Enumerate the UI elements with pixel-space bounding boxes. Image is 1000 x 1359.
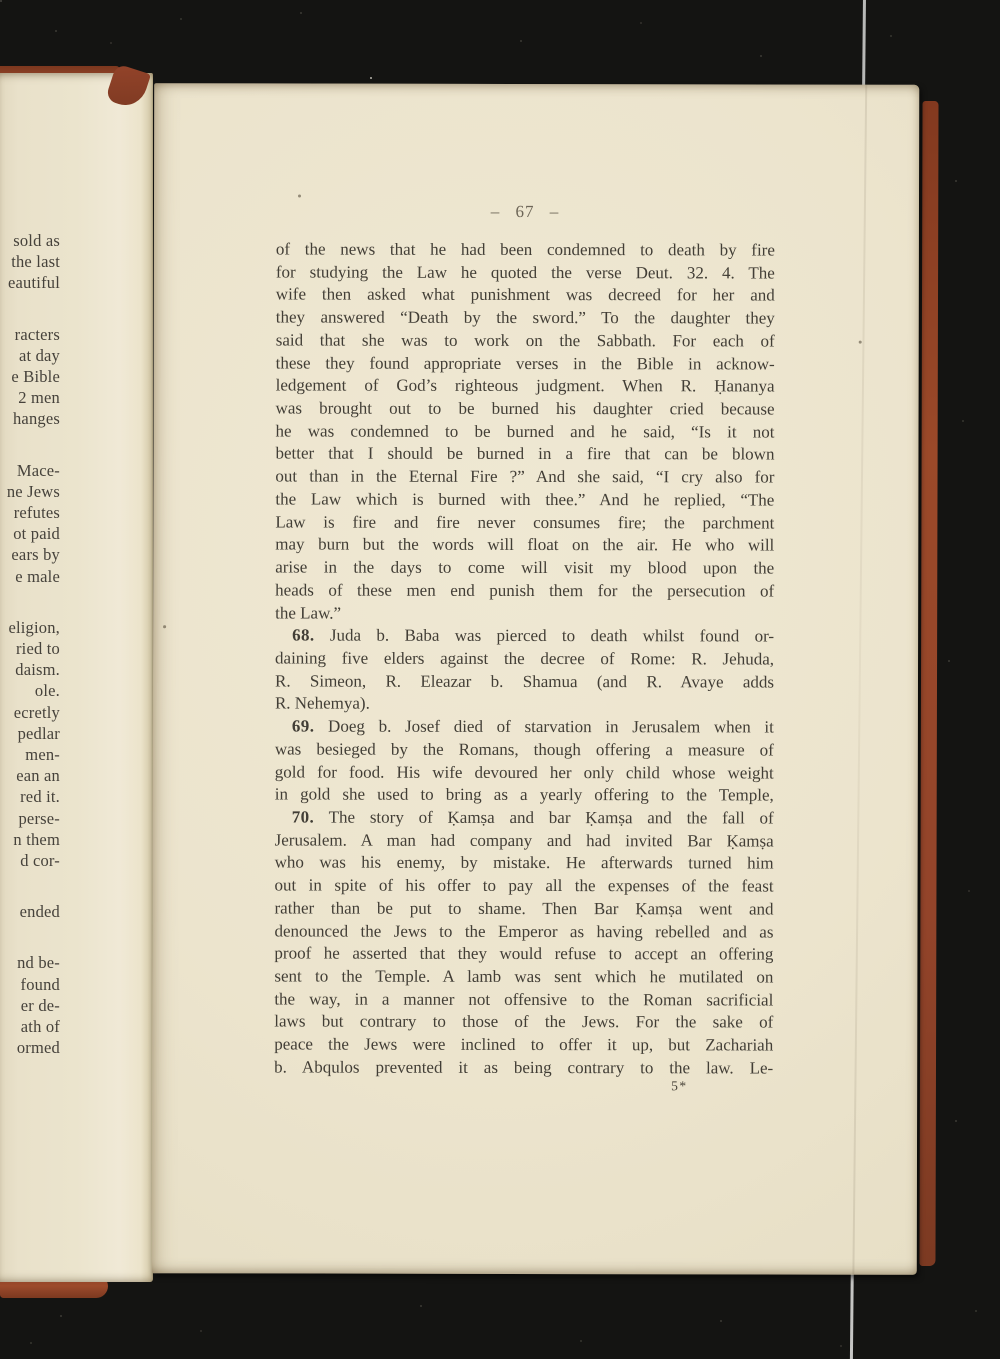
- left-page-line-fragment: ath of: [20, 1017, 60, 1037]
- left-page-line-fragment: ears by: [11, 545, 60, 565]
- left-page-paragraph-gap: [0, 922, 60, 952]
- text-line: these they found appropriate verses in the Bible in acknow-: [275, 353, 775, 374]
- text-line: peace the Jews were inclined to offer it up, but Zachariah: [274, 1034, 774, 1055]
- text-line: laws but contrary to those of the Jews. For the sake of: [274, 1011, 774, 1032]
- left-page-line-fragment: red it.: [20, 787, 60, 807]
- left-page-line-fragment: ecretly: [13, 702, 60, 722]
- left-page-paragraph-gap: [0, 587, 60, 617]
- left-page-line-fragment: sold as: [13, 231, 60, 250]
- left-page-line-fragment: ried to: [15, 639, 60, 659]
- left-page-line-fragment: n them: [13, 829, 60, 849]
- text-line: daining five elders against the decree of Rome: R. Jehuda,: [275, 648, 775, 669]
- text-line: of the news that he had been condemned to death by fire: [275, 239, 775, 260]
- paragraph-number: 70.: [291, 807, 315, 827]
- left-page-line-fragment: er de-: [20, 995, 60, 1015]
- signature-mark: 5*: [671, 1078, 688, 1094]
- left-page-line-fragment: 2 men: [18, 388, 60, 408]
- text-line: heads of these men end punish them for the persecution of: [275, 580, 775, 601]
- text-line: was brought out to be burned his daughter cried because: [275, 398, 775, 419]
- book-cover-edge-right: [919, 101, 938, 1266]
- dust-speck: [859, 341, 862, 344]
- text-line: they answered “Death by the sword.” To the daughter they: [275, 307, 775, 328]
- left-page-paragraph-gap: [0, 871, 60, 901]
- left-page-line-fragment: refutes: [13, 503, 60, 523]
- text-line: may burn but the words will float on the air. He who will: [275, 534, 775, 555]
- left-page-line-fragment: pedlar: [17, 723, 60, 743]
- text-line: b. Abqulos prevented it as being contrary to the law. Le-: [274, 1057, 774, 1078]
- text-line: the Law.”: [275, 602, 342, 623]
- page-text-block: [274, 238, 775, 1080]
- left-page-line-fragment: eautiful: [8, 273, 60, 293]
- dust-speck: [298, 195, 301, 198]
- text-line: was besieged by the Romans, though offering a measure of: [274, 739, 774, 760]
- book-page: [152, 83, 919, 1275]
- text-line: Law is fire and fire never consumes fire; the parchment: [275, 512, 775, 533]
- text-line: in gold she used to bring as a yearly offering to the Temple,: [274, 784, 774, 805]
- left-page-line-fragment: e male: [15, 566, 60, 586]
- left-page-line-fragment: ended: [19, 902, 60, 922]
- left-page-line-fragment: hanges: [12, 409, 60, 429]
- text-line: denounced the Jews to the Emperor as having rebelled and as: [274, 921, 774, 942]
- text-line: said that she was to work on the Sabbath. For each of: [275, 330, 775, 351]
- left-page-line-fragment: men-: [25, 745, 60, 765]
- paragraph-number: 68.: [292, 625, 315, 645]
- left-page-line-fragment: e Bible: [11, 367, 60, 387]
- left-page-line-fragment: ot paid: [13, 524, 60, 544]
- left-page-line-fragment: ole.: [34, 681, 60, 701]
- text-line: better that I should be burned in a fire that can be blown: [275, 443, 775, 464]
- text-line: wife then asked what punishment was decreed for her and: [275, 284, 775, 305]
- text-line: out in spite of his offer to pay all the expenses of the feast: [274, 875, 774, 896]
- text-line: he was condemned to be burned and he said, “Is it not: [275, 421, 775, 442]
- left-page-line-fragment: ne Jews: [6, 481, 60, 501]
- left-page-line-fragment: the last: [11, 252, 60, 272]
- text-line: proof he asserted that they would refuse to accept an offering: [274, 943, 774, 964]
- text-line: gold for food. His wife devoured her only child whose weight: [274, 761, 774, 783]
- text-line: rather than be put to shame. Then Bar Ḳamṣa went and: [274, 898, 774, 919]
- left-page-line-fragment: daism.: [15, 660, 60, 680]
- text-line: 70. The story of Ḳamṣa and bar Ḳamṣa and the fall of: [291, 807, 774, 828]
- left-page-line-fragment: Mace-: [16, 460, 60, 480]
- paragraph-number: 69.: [291, 716, 315, 736]
- left-page-line-fragment: at day: [18, 345, 60, 365]
- page-number-header: – 67 –: [490, 201, 560, 222]
- text-line: who was his enemy, by mistake. He afterwards turned him: [274, 852, 774, 873]
- text-line: sent to the Temple. A lamb was sent which he mutilated on: [274, 966, 774, 987]
- text-line: R. Nehemya).: [274, 693, 370, 714]
- text-line: the Law which is burned with thee.” And he replied, “The: [275, 489, 775, 510]
- left-page-line-fragment: eligion,: [8, 617, 60, 637]
- left-page-line-fragment: racters: [14, 324, 60, 344]
- text-line: Jerusalem. A man had company and had invited Bar Ḳamṣa: [274, 830, 774, 851]
- text-line: 69. Doeg b. Josef died of starvation in Jerusalem when it: [291, 716, 774, 737]
- text-line: 68. Juda b. Baba was pierced to death whilst found or-: [292, 625, 775, 646]
- left-page-line-fragment: d cor-: [20, 851, 60, 871]
- left-page-line-fragment: nd be-: [17, 953, 60, 973]
- text-line: for studying the Law he quoted the verse Deut. 32. 4. The: [275, 262, 775, 283]
- dust-speck: [163, 625, 166, 628]
- text-line: R. Simeon, R. Eleazar b. Shamua (and R. Avaye adds: [274, 671, 775, 692]
- left-page-paragraph-gap: [0, 294, 60, 324]
- left-page-line-fragment: ean an: [16, 766, 60, 786]
- left-page-line-fragment: ormed: [16, 1038, 60, 1058]
- left-page-paragraph-gap: [0, 430, 60, 460]
- left-page-line-fragment: found: [20, 974, 60, 994]
- text-line: out than in the Eternal Fire ?” And she said, “I cry also for: [275, 466, 775, 487]
- text-line: the way, in a manner not offensive to the Roman sacrificial: [274, 989, 774, 1010]
- left-page-line-fragment: perse-: [18, 808, 60, 828]
- text-line: ledgement of God’s righteous judgment. When R. Ḥananya: [275, 375, 775, 396]
- left-page-text-fragments: [0, 230, 60, 1059]
- facing-page-edge: [0, 73, 153, 1282]
- page-crease-line: [852, 85, 867, 1275]
- text-line: arise in the days to come will visit my blood upon the: [275, 557, 775, 578]
